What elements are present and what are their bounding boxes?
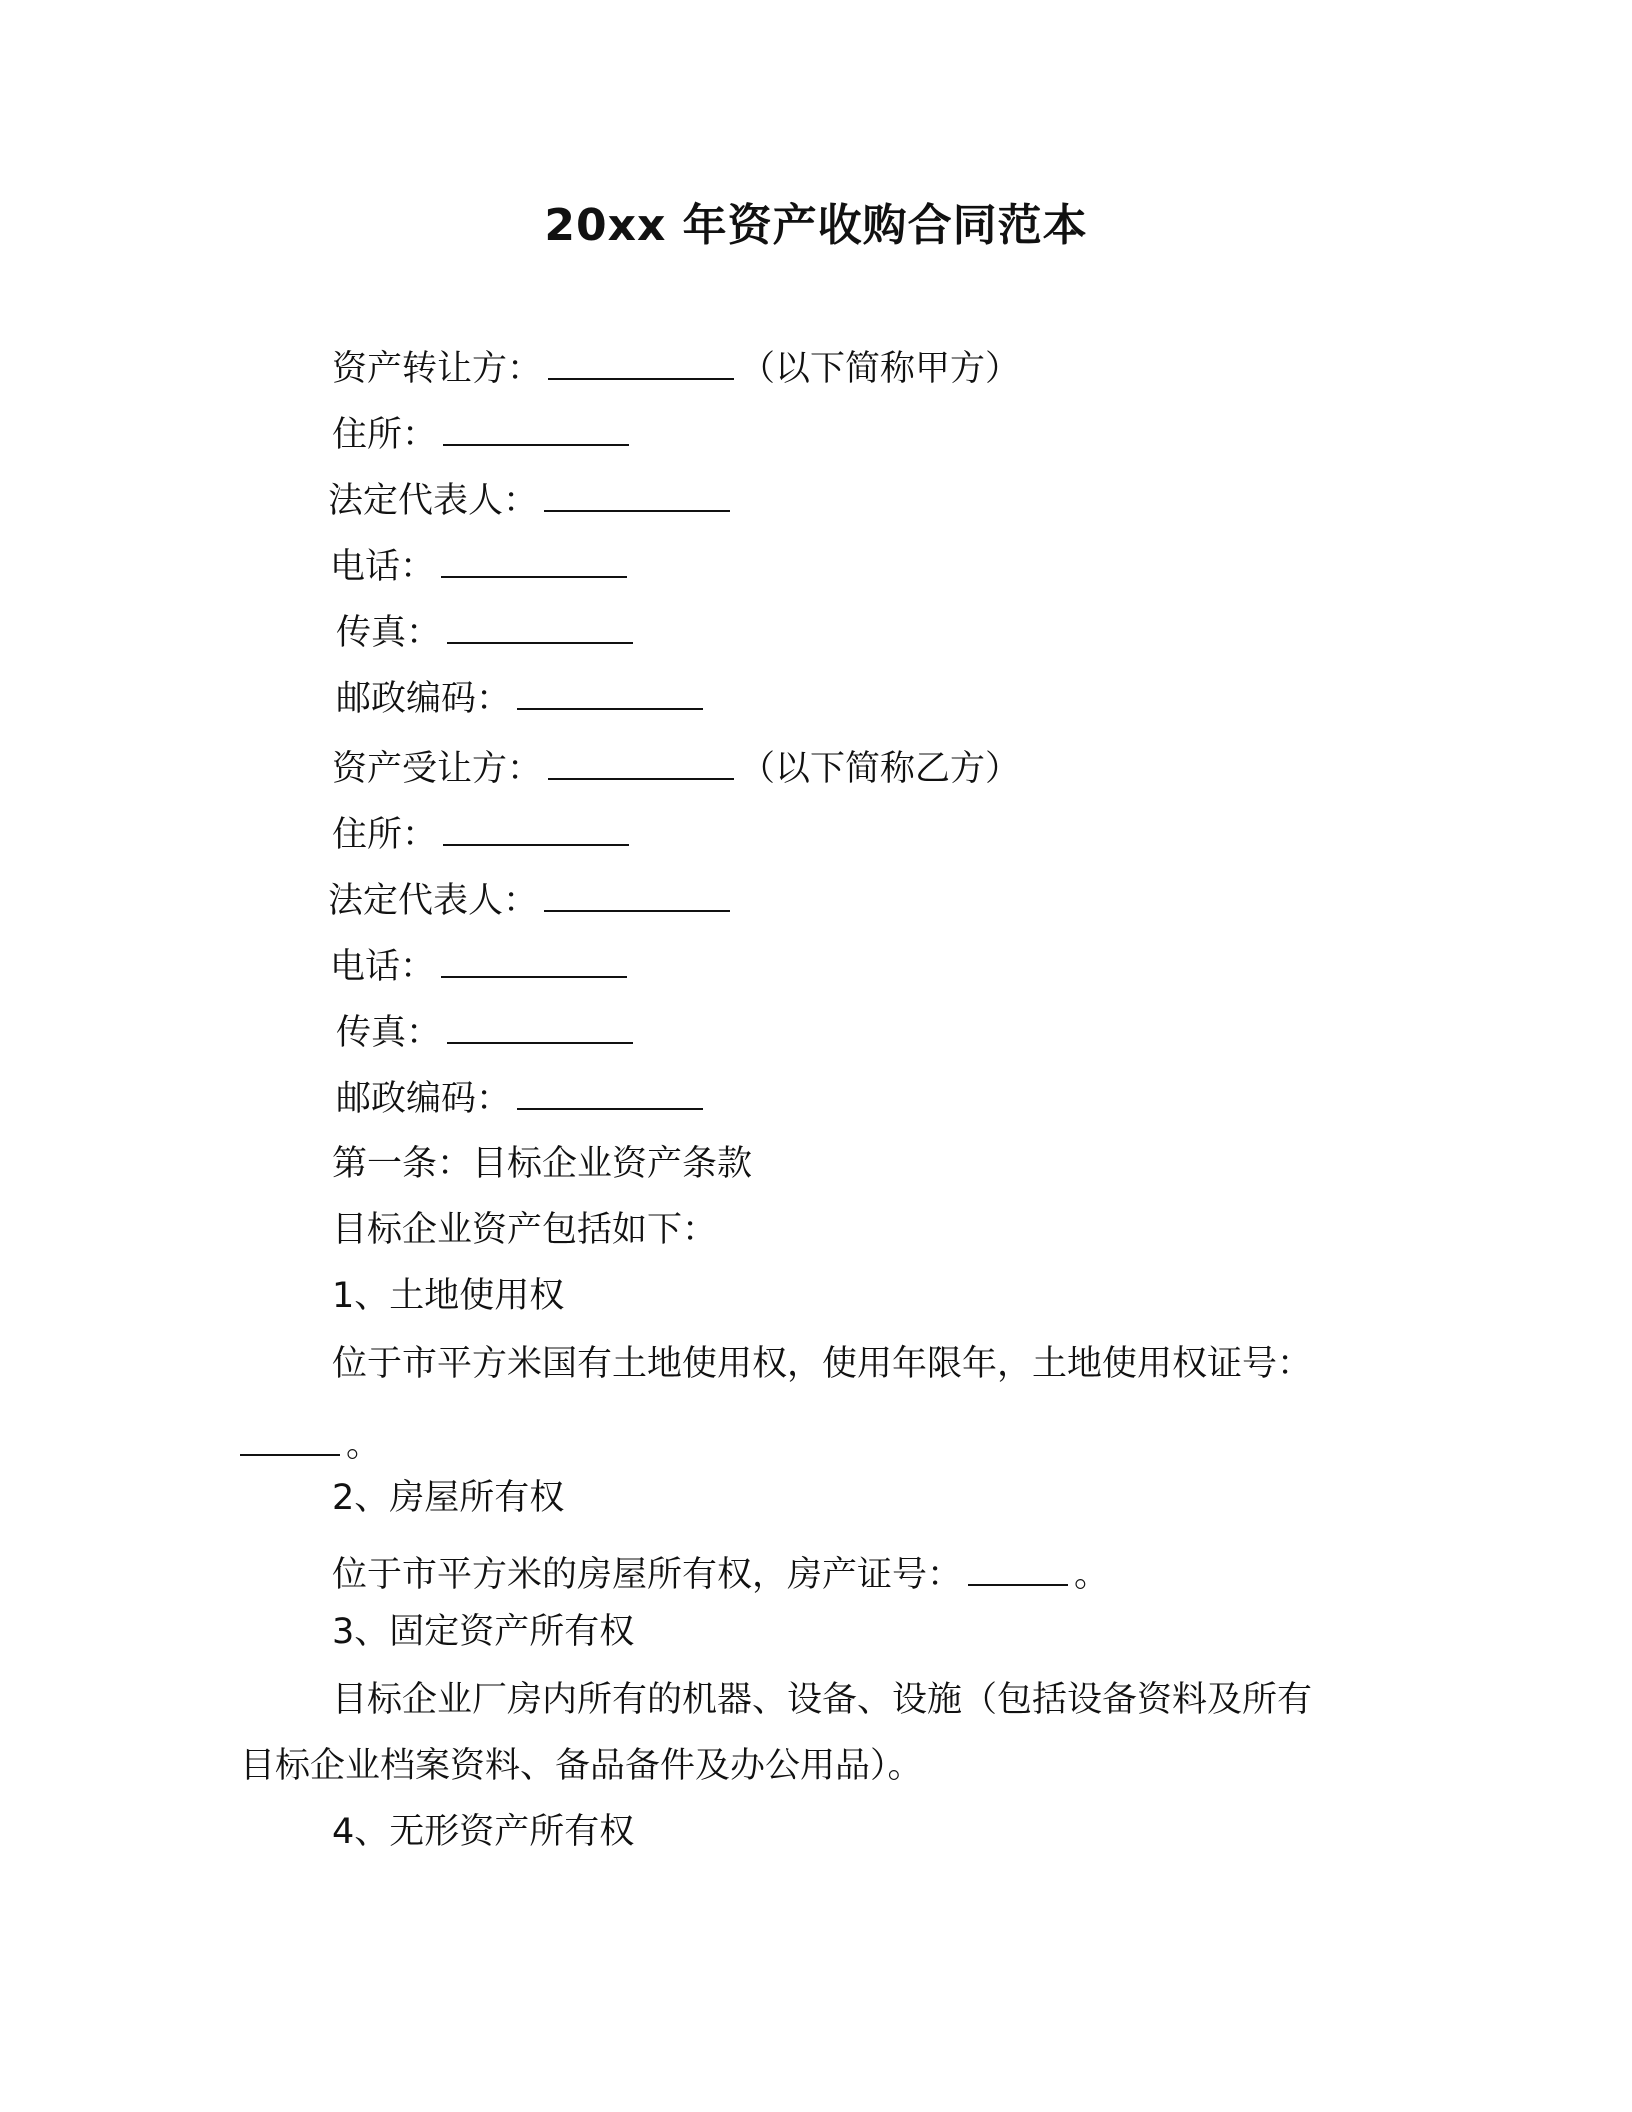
party-b-legal-rep-line xyxy=(328,876,736,925)
party-b-legal-rep-label: 法定代表人： xyxy=(328,881,539,921)
transferee-suffix: （以下简称乙方） xyxy=(740,749,1021,789)
party-a-fax-label: 传真： xyxy=(336,613,442,653)
party-a-postcode-label: 邮政编码： xyxy=(336,679,512,719)
transferee-line xyxy=(332,744,1020,793)
article1-heading: 第一条：目标企业资产条款 xyxy=(332,1144,753,1184)
transferor-label: 资产转让方： xyxy=(332,349,543,389)
party-b-postcode-label: 邮政编码： xyxy=(336,1079,512,1119)
item1-certificate-blank xyxy=(240,1420,340,1456)
party-b-address-label: 住所： xyxy=(332,815,438,855)
party-b-fax-line xyxy=(336,1008,639,1057)
party-a-postcode-blank xyxy=(517,674,703,710)
transferor-blank xyxy=(548,344,734,380)
party-b-legal-rep-blank xyxy=(544,876,730,912)
transferee-blank xyxy=(548,744,734,780)
item1-heading: 1、土地使用权 xyxy=(332,1276,565,1316)
party-b-address-blank xyxy=(443,810,629,846)
party-a-fax-line xyxy=(336,608,639,657)
item2-end: 。 xyxy=(1074,1555,1110,1595)
item2-text: 位于市平方米的房屋所有权，房产证号： xyxy=(332,1555,963,1595)
party-b-phone-blank xyxy=(441,942,627,978)
party-a-legal-rep-line xyxy=(328,476,736,525)
item3-text-line1: 目标企业厂房内所有的机器、设备、设施（包括设备资料及所有 xyxy=(332,1680,1313,1720)
item1-certificate-line xyxy=(240,1420,381,1469)
party-a-address-line xyxy=(332,410,635,459)
item2-heading: 2、房屋所有权 xyxy=(332,1478,565,1518)
item1-text: 位于市平方米国有土地使用权，使用年限年，土地使用权证号： xyxy=(332,1344,1313,1384)
party-a-address-blank xyxy=(443,410,629,446)
party-b-address-line xyxy=(332,810,635,859)
party-b-phone-line xyxy=(330,942,633,991)
party-a-legal-rep-blank xyxy=(544,476,730,512)
party-b-fax-label: 传真： xyxy=(336,1013,442,1053)
article1-intro: 目标企业资产包括如下： xyxy=(332,1210,718,1250)
document-title: 20xx 年资产收购合同范本 xyxy=(544,200,1088,251)
party-a-phone-blank xyxy=(441,542,627,578)
item2-line xyxy=(332,1550,1109,1599)
party-a-address-label: 住所： xyxy=(332,415,438,455)
transferee-label: 资产受让方： xyxy=(332,749,543,789)
party-a-fax-blank xyxy=(447,608,633,644)
item3-heading: 3、固定资产所有权 xyxy=(332,1612,635,1652)
item1-end: 。 xyxy=(346,1425,382,1465)
item3-text-line2: 目标企业档案资料、备品备件及办公用品）。 xyxy=(240,1746,923,1786)
party-b-phone-label: 电话： xyxy=(330,947,436,987)
party-a-phone-line xyxy=(330,542,633,591)
party-b-fax-blank xyxy=(447,1008,633,1044)
item2-certificate-blank xyxy=(968,1550,1068,1586)
item4-heading: 4、无形资产所有权 xyxy=(332,1812,635,1852)
party-b-postcode-blank xyxy=(517,1074,703,1110)
party-a-postcode-line xyxy=(336,674,709,723)
party-b-postcode-line xyxy=(336,1074,709,1123)
party-a-legal-rep-label: 法定代表人： xyxy=(328,481,539,521)
party-a-phone-label: 电话： xyxy=(330,547,436,587)
transferor-suffix: （以下简称甲方） xyxy=(740,349,1021,389)
transferor-line xyxy=(332,344,1020,393)
